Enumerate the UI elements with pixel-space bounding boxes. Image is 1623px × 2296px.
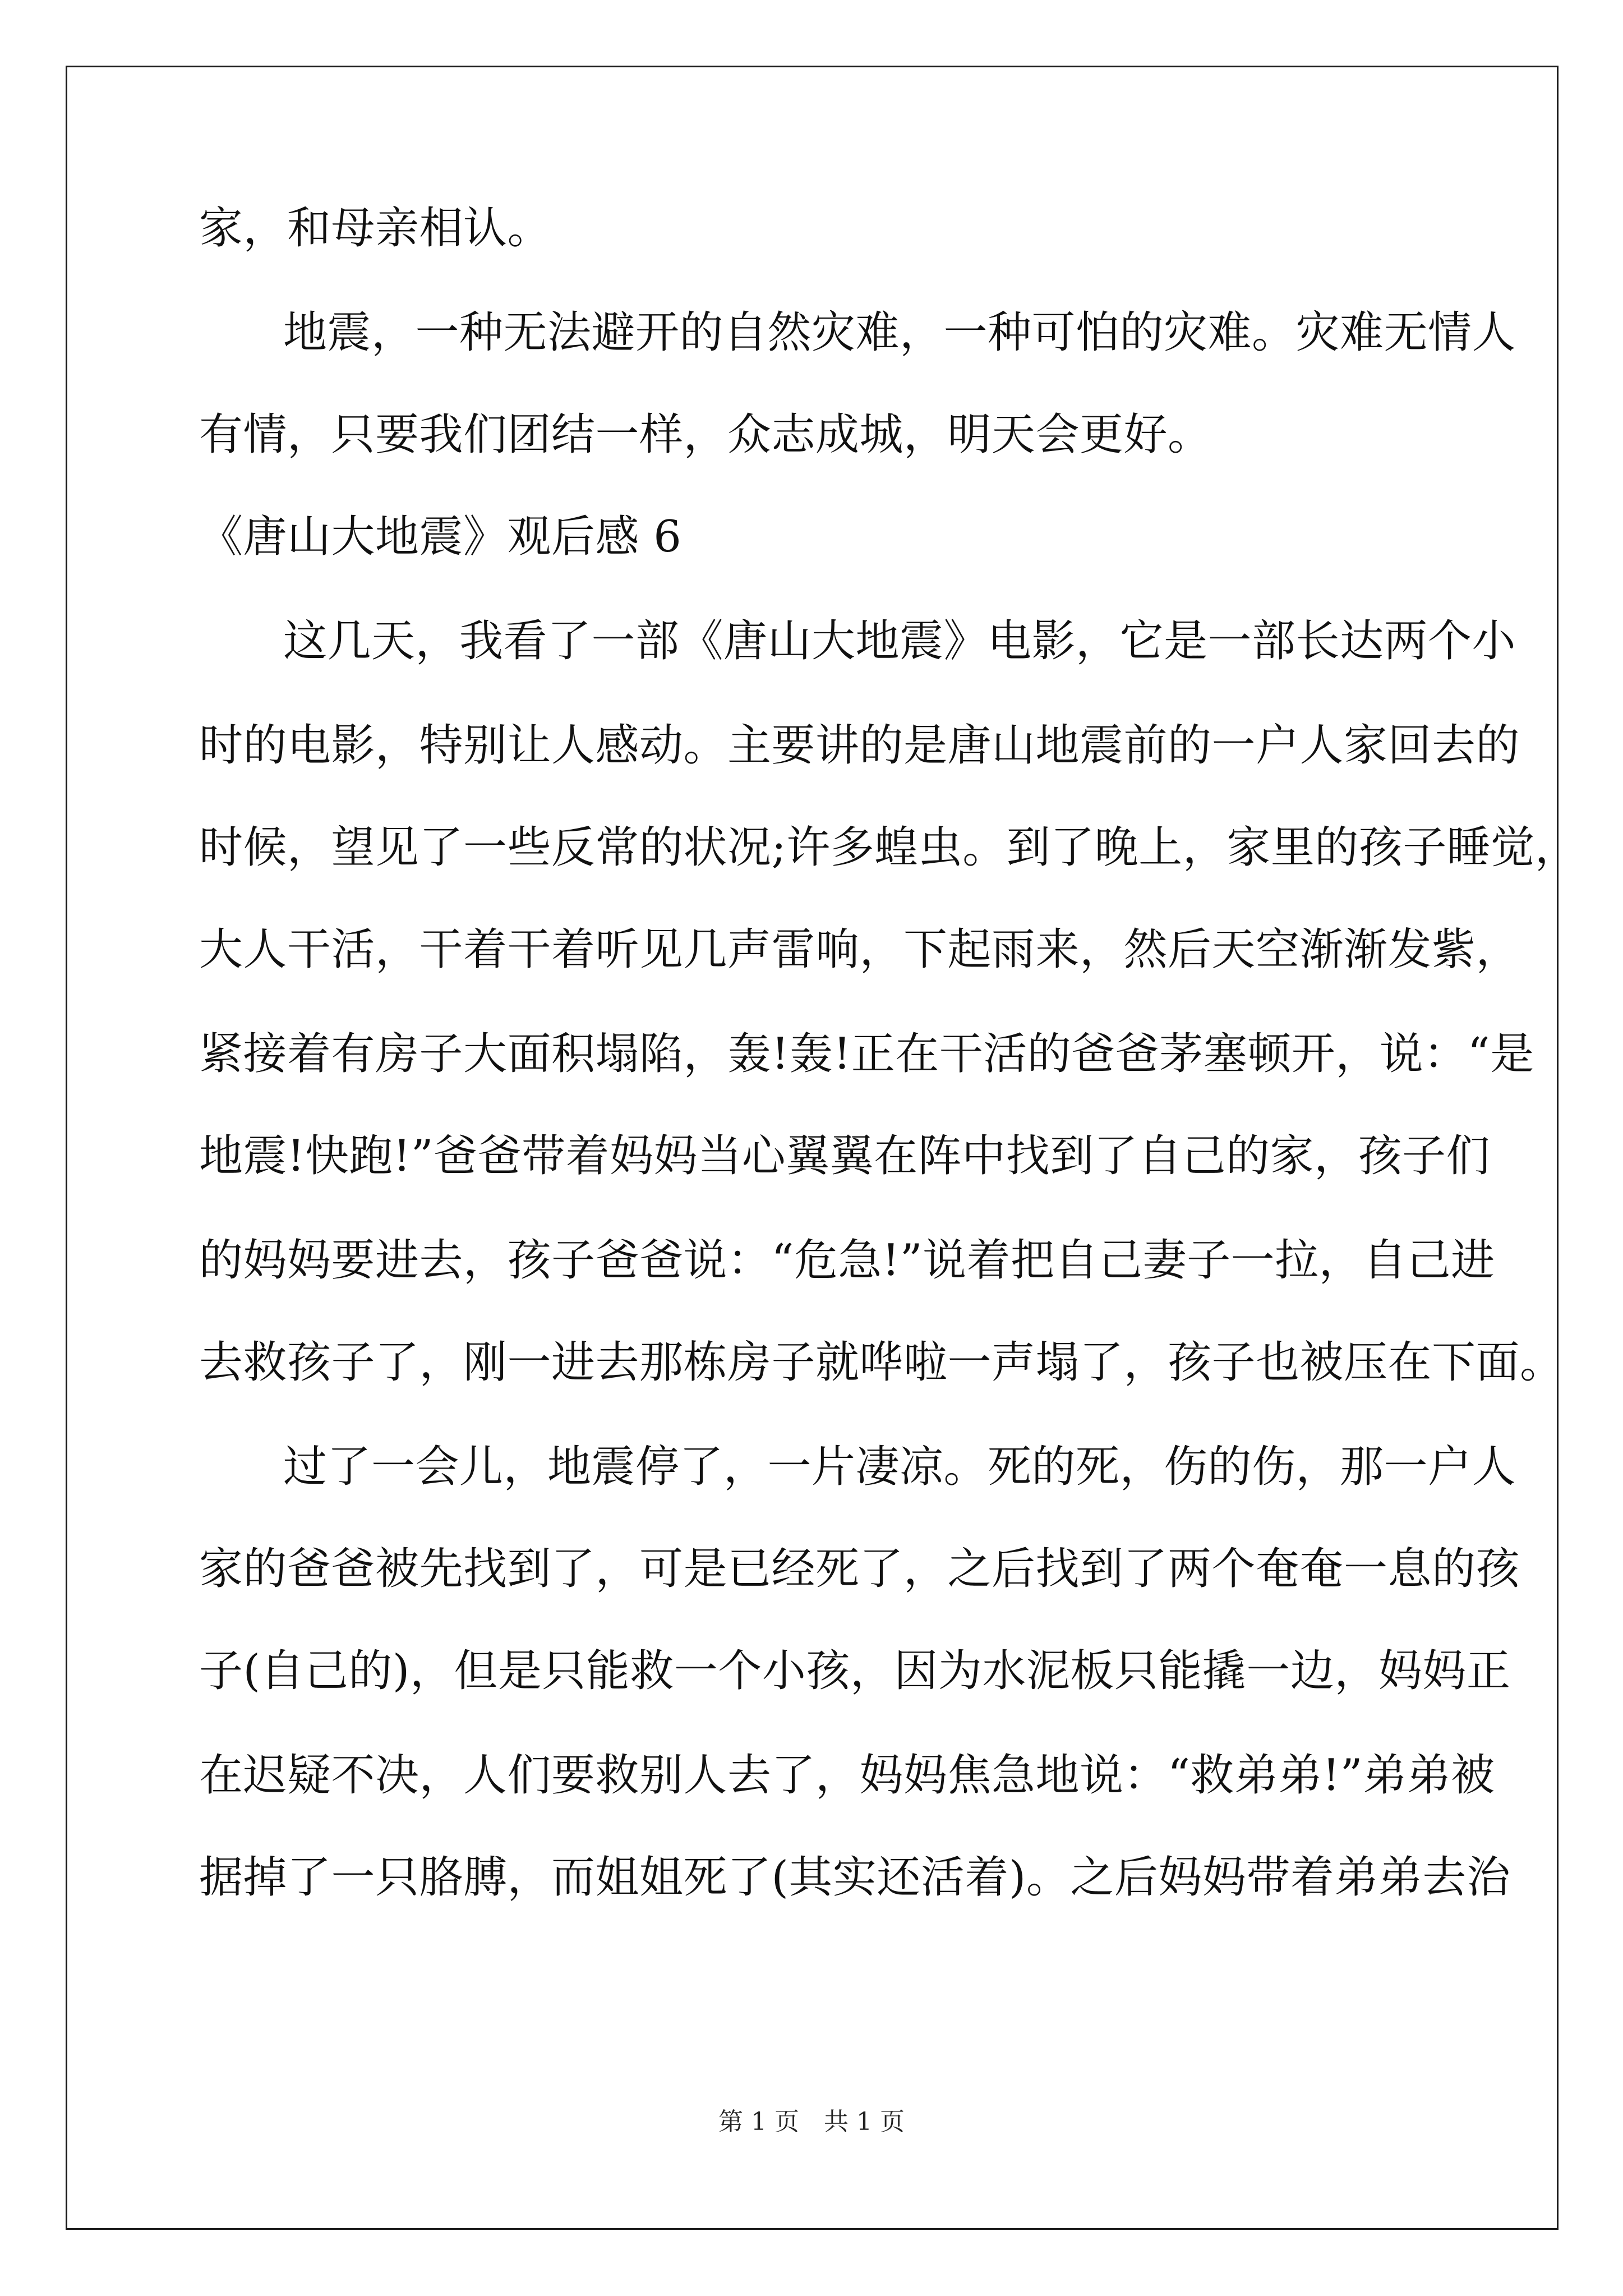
text-line: 地震，一种无法避开的自然灾难，一种可怕的灾难。灾难无情人	[283, 307, 1516, 358]
text-line: 的妈妈要进去，孩子爸爸说：“危急!”说着把自己妻子一拉，自己进	[199, 1235, 1495, 1286]
text-line: 紧接着有房子大面积塌陷，轰!轰!正在干活的爸爸茅塞顿开，说：“是	[199, 1029, 1534, 1079]
section-heading: 《唐山大地震》观后感 6	[199, 512, 682, 562]
text-line: 这几天，我看了一部《唐山大地震》电影，它是一部长达两个小	[283, 616, 1516, 666]
page-footer: 第 1 页 共 1 页	[718, 2108, 905, 2136]
text-line: 在迟疑不决，人们要救别人去了，妈妈焦急地说：“救弟弟!”弟弟被	[199, 1750, 1495, 1801]
text-line: 大人干活，干着干着听见几声雷响，下起雨来，然后天空渐渐发紫，	[199, 924, 1520, 975]
text-line: 时候，望见了一些反常的状况;许多蝗虫。到了晚上，家里的孩子睡觉，	[199, 822, 1579, 873]
text-line: 地震!快跑!”爸爸带着妈妈当心翼翼在阵中找到了自己的家，孩子们	[199, 1131, 1491, 1181]
text-line: 过了一会儿，地震停了，一片凄凉。死的死，伤的伤，那一户人	[283, 1442, 1516, 1492]
text-line: 家，和母亲相认。	[199, 203, 552, 254]
text-line: 去救孩子了，刚一进去那栋房子就哗啦一声塌了，孩子也被压在下面。	[199, 1337, 1564, 1388]
text-line: 子(自己的)，但是只能救一个小孩，因为水泥板只能撬一边，妈妈正	[199, 1646, 1511, 1696]
text-line: 有情，只要我们团结一样，众志成城，明天会更好。	[199, 409, 1212, 460]
text-line: 据掉了一只胳膊，而姐姐死了(其实还活着)。之后妈妈带着弟弟去治	[199, 1852, 1511, 1903]
text-line: 时的电影，特别让人感动。主要讲的是唐山地震前的一户人家回去的	[199, 720, 1520, 771]
text-line: 家的爸爸被先找到了，可是已经死了，之后找到了两个奄奄一息的孩	[199, 1544, 1520, 1594]
